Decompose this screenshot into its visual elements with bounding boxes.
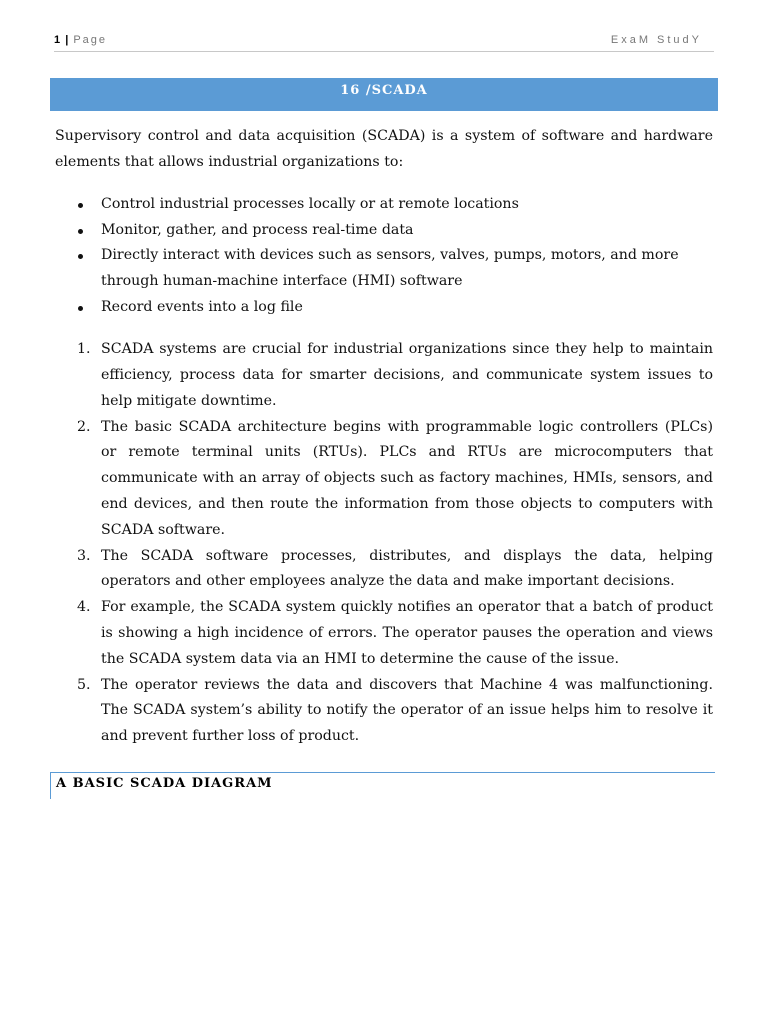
page-separator: | [65, 34, 69, 46]
item-text: The SCADA software processes, distributes, and displays the data, helping operators and other employees analyze the data and make important decisions. [101, 547, 713, 590]
bullet-text: Directly interact with devices such as sensors, valves, pumps, motors, and more through human-machine interface (HMI) software [101, 247, 679, 289]
numbered-item [55, 595, 713, 672]
item-text: The operator reviews the data and discovers that Machine 4 was malfunctioning. The SCADA system’s ability to notify the operator of an issue helps him to resolve it and prevent further loss of product. [101, 676, 713, 745]
section-heading: A BASIC SCADA DIAGRAM [56, 776, 273, 791]
page-number: 1 [54, 34, 61, 46]
numbered-list [55, 337, 713, 750]
item-number: 2. [77, 418, 91, 435]
item-text: For example, the SCADA system quickly notifies an operator that a batch of product is showing a high incidence of errors. The operator pauses the operation and views the SCADA system data via an HMI to determine the cause of the issue. [101, 599, 713, 667]
item-number: 4. [77, 599, 91, 616]
intro-paragraph: Supervisory control and data acquisition (SCADA) is a system of software and hardware elements that allows industrial organizations to: [55, 128, 713, 170]
bullet-icon [78, 254, 83, 259]
header-right-text: ExaM StudY [610, 34, 702, 46]
chapter-title-bar [50, 78, 718, 111]
numbered-item [55, 673, 713, 750]
bullet-icon [78, 203, 83, 208]
list-item [55, 218, 713, 244]
page-word: Page [73, 34, 108, 46]
bullet-text: Record events into a log file [101, 298, 303, 315]
item-number: 1. [77, 341, 91, 358]
list-item [55, 192, 713, 218]
numbered-item [55, 415, 713, 544]
list-item [55, 243, 713, 294]
numbered-item [55, 337, 713, 414]
list-item [55, 295, 713, 321]
item-number: 3. [77, 547, 91, 564]
item-text: The basic SCADA architecture begins with programmable logic controllers (PLCs) or remote terminal units (RTUs). PLCs and RTUs are microcomputers that communicate with an array of objects such as factory machines, HMIs, sensors, and end devices, and then route the information from those objects to computers with SCADA software. [101, 418, 713, 538]
page-header [54, 34, 714, 52]
item-number: 5. [77, 676, 91, 693]
bullet-icon [78, 229, 83, 234]
item-text: SCADA systems are crucial for industrial organizations since they help to maintain efficiency, process data for smarter decisions, and communicate system issues to help mitigate downtime. [101, 341, 713, 409]
document-body [55, 124, 713, 750]
bullet-icon [78, 306, 83, 311]
page-number-label [54, 34, 107, 46]
chapter-title: 16 /SCADA [340, 83, 428, 98]
bullet-text: Control industrial processes locally or at remote locations [101, 196, 519, 213]
numbered-item [55, 544, 713, 596]
bullet-list [55, 192, 713, 320]
section-heading-box [50, 772, 715, 799]
bullet-text: Monitor, gather, and process real-time data [101, 221, 414, 238]
